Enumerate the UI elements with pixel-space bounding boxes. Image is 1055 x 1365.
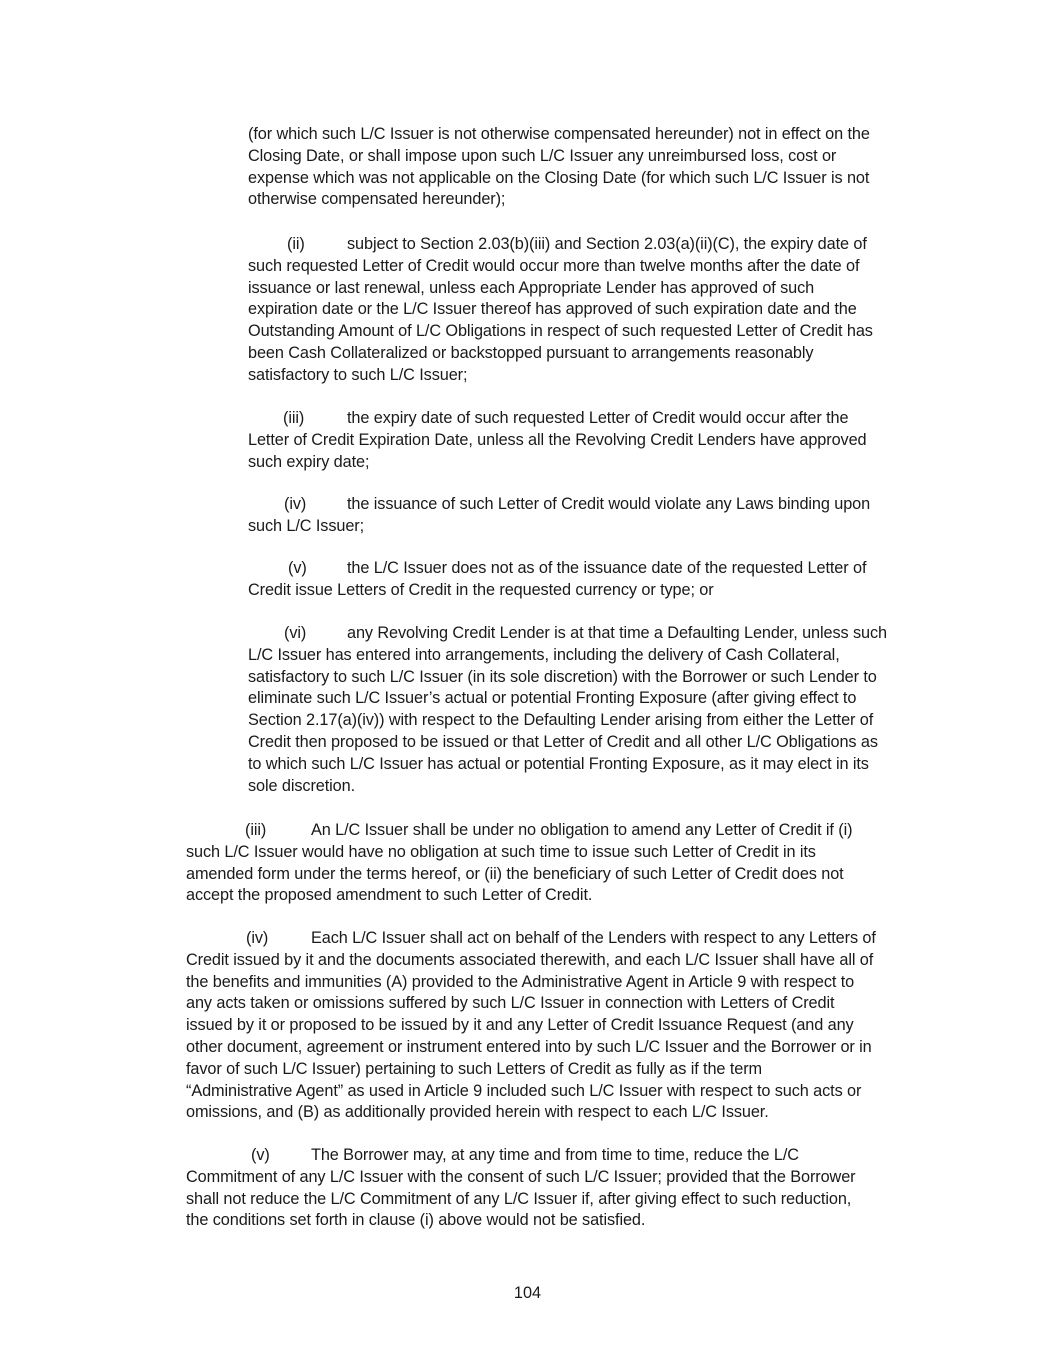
clause-marker: (iv) <box>284 495 307 513</box>
text-line: Section 2.17(a)(iv)) with respect to the Defaulting Lender arising from either the Letter of <box>248 711 874 730</box>
text-line: the benefits and immunities (A) provided to the Administrative Agent in Article 9 with respect to <box>186 972 855 991</box>
clause-marker: (ii) <box>287 235 305 253</box>
clause-marker: (vi) <box>284 624 307 642</box>
text-line: eliminate such L/C Issuer’s actual or potential Fronting Exposure (after giving effect to <box>248 689 857 708</box>
text-line: sole discretion. <box>248 776 355 795</box>
text-line: Closing Date, or shall impose upon such L/C Issuer any unreimbursed loss, cost or <box>248 146 837 165</box>
text-line: otherwise compensated hereunder); <box>248 190 506 209</box>
text-line: shall not reduce the L/C Commitment of any L/C Issuer if, after giving effect to such reduction, <box>186 1189 852 1208</box>
sub-clause-iv <box>248 494 948 538</box>
text-line: expiration date or the L/C Issuer thereof has approved of such expiration date and the <box>248 300 857 319</box>
text-line: favor of such L/C Issuer) pertaining to such Letters of Credit as fully as if the term <box>186 1059 762 1078</box>
text-line: issued by it or proposed to be issued by it and any Letter of Credit Issuance Request (and any <box>186 1016 854 1035</box>
text-line: amended form under the terms hereof, or (ii) the beneficiary of such Letter of Credit does not <box>186 864 844 883</box>
page-number: 104 <box>513 1284 542 1302</box>
clause-marker: (iii) <box>283 409 305 427</box>
text-line: (for which such L/C Issuer is not otherwise compensated hereunder) not in effect on the <box>248 125 870 143</box>
clause-marker: (v) <box>288 559 307 577</box>
sub-clause-vi <box>248 623 948 797</box>
clause-marker: (v) <box>251 1146 270 1164</box>
clause-iv <box>186 928 946 1124</box>
clause-iii <box>186 820 946 907</box>
clause-first-line: Each L/C Issuer shall act on behalf of the Lenders with respect to any Letters of <box>311 929 876 947</box>
text-line: other document, agreement or instrument entered into by such L/C Issuer and the Borrower or in <box>186 1037 872 1056</box>
text-line: been Cash Collateralized or backstopped pursuant to arrangements reasonably <box>248 343 814 362</box>
text-line: accept the proposed amendment to such Letter of Credit. <box>186 886 593 905</box>
text-line: such L/C Issuer would have no obligation at such time to issue such Letter of Credit in its <box>186 842 816 861</box>
text-line: L/C Issuer has entered into arrangements, including the delivery of Cash Collateral, <box>248 645 840 664</box>
clause-v <box>186 1145 946 1232</box>
text-line: Credit issued by it and the documents associated therewith, and each L/C Issuer shall have all of <box>186 950 874 969</box>
text-line: satisfactory to such L/C Issuer (in its sole discretion) with the Borrower or such Lender to <box>248 667 877 686</box>
text-line: such requested Letter of Credit would occur more than twelve months after the date of <box>248 256 860 275</box>
text-line: to which such L/C Issuer has actual or potential Fronting Exposure, as it may elect in its <box>248 754 869 773</box>
sub-clause-ii <box>248 234 948 387</box>
text-line: expense which was not applicable on the Closing Date (for which such L/C Issuer is not <box>248 168 870 187</box>
clause-first-line: any Revolving Credit Lender is at that time a Defaulting Lender, unless such <box>347 624 887 642</box>
text-line: Commitment of any L/C Issuer with the consent of such L/C Issuer; provided that the Borrower <box>186 1167 856 1186</box>
text-line: such L/C Issuer; <box>248 516 365 535</box>
text-line: Letter of Credit Expiration Date, unless all the Revolving Credit Lenders have approved <box>248 430 867 449</box>
text-line: Credit then proposed to be issued or that Letter of Credit and all other L/C Obligations as <box>248 732 878 751</box>
text-line: “Administrative Agent” as used in Article 9 included such L/C Issuer with respect to such acts or <box>186 1081 862 1100</box>
text-line: Outstanding Amount of L/C Obligations in respect of such requested Letter of Credit has <box>248 322 873 341</box>
clause-marker: (iii) <box>245 821 267 839</box>
sub-clause-iii <box>248 408 948 473</box>
clause-marker: (iv) <box>246 929 269 947</box>
text-line: omissions, and (B) as additionally provided herein with respect to each L/C Issuer. <box>186 1103 769 1122</box>
text-line: such expiry date; <box>248 452 370 471</box>
sub-clause-v <box>248 558 948 602</box>
continuation-paragraph <box>248 124 948 211</box>
text-line: satisfactory to such L/C Issuer; <box>248 365 468 384</box>
clause-first-line: the expiry date of such requested Letter of Credit would occur after the <box>347 409 849 427</box>
clause-first-line: the L/C Issuer does not as of the issuance date of the requested Letter of <box>347 559 867 577</box>
clause-first-line: The Borrower may, at any time and from time to time, reduce the L/C <box>311 1146 799 1164</box>
clause-first-line: subject to Section 2.03(b)(iii) and Section 2.03(a)(ii)(C), the expiry date of <box>347 235 867 253</box>
text-line: the conditions set forth in clause (i) above would not be satisfied. <box>186 1211 646 1230</box>
text-line: Credit issue Letters of Credit in the requested currency or type; or <box>248 580 714 599</box>
clause-first-line: the issuance of such Letter of Credit would violate any Laws binding upon <box>347 495 871 513</box>
text-line: any acts taken or omissions suffered by such L/C Issuer in connection with Letters of Credit <box>186 994 835 1013</box>
text-line: issuance or last renewal, unless each Appropriate Lender has approved of such <box>248 278 815 297</box>
clause-first-line: An L/C Issuer shall be under no obligation to amend any Letter of Credit if (i) <box>311 821 853 839</box>
